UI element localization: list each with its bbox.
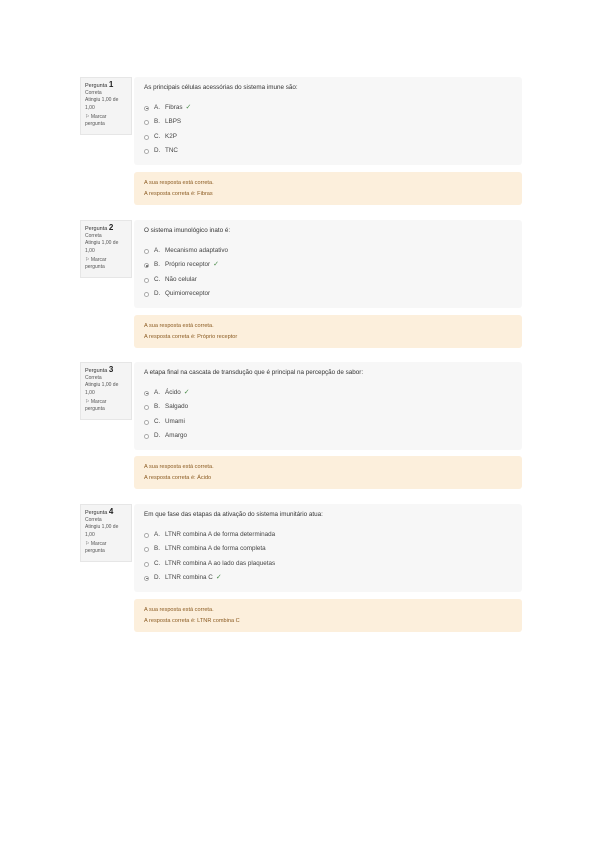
radio-button[interactable]: [144, 391, 149, 396]
answer-option[interactable]: B. Salgado: [144, 400, 512, 414]
answer-option[interactable]: C. Umami: [144, 415, 512, 429]
feedback-box: [134, 456, 522, 489]
feedback-correct-answer: A resposta correta é: Fibras: [144, 190, 213, 197]
feedback-box: [134, 172, 522, 205]
question-content: [134, 362, 522, 450]
question-grade: Atingiu 1,00 de 1,00: [85, 524, 119, 538]
radio-button[interactable]: [144, 405, 149, 410]
question-title: Pergunta 3: [85, 365, 114, 374]
radio-button[interactable]: [144, 249, 149, 254]
feedback-correct-answer: A resposta correta é: Próprio receptor: [144, 333, 238, 340]
feedback-result: A sua resposta está correta.: [144, 323, 214, 329]
question-info: [80, 220, 132, 278]
answer-option[interactable]: A. LTNR combina A de forma determinada: [144, 528, 512, 542]
question-status: Correta: [85, 90, 102, 97]
flag-question-link[interactable]: ⚐ Marcar pergunta: [85, 540, 107, 555]
radio-button[interactable]: [144, 533, 149, 538]
question-text: As principais células acessórias do sistema imune são:: [144, 84, 298, 91]
question-text: Em que fase das etapas da ativação do sistema imunitário atua:: [144, 511, 323, 518]
question-info: [80, 362, 132, 420]
answer-option[interactable]: A. Mecanismo adaptativo: [144, 244, 512, 258]
answer-options: [144, 101, 512, 159]
question-grade: Atingiu 1,00 de 1,00: [85, 97, 119, 111]
radio-button[interactable]: [144, 135, 149, 140]
question-grade: Atingiu 1,00 de 1,00: [85, 240, 119, 254]
answer-options: [144, 386, 512, 444]
answer-options: [144, 244, 512, 302]
answer-option[interactable]: B. LBPS: [144, 115, 512, 129]
feedback-result: A sua resposta está correta.: [144, 180, 214, 186]
answer-option[interactable]: D. Quimiorreceptor: [144, 287, 512, 301]
feedback-result: A sua resposta está correta.: [144, 607, 214, 613]
radio-button[interactable]: [144, 292, 149, 297]
radio-button[interactable]: [144, 263, 149, 268]
radio-button[interactable]: [144, 576, 149, 581]
answer-options: [144, 528, 512, 586]
feedback-box: [134, 599, 522, 632]
radio-button[interactable]: [144, 420, 149, 425]
feedback-result: A sua resposta está correta.: [144, 464, 214, 470]
feedback-box: [134, 315, 522, 348]
question-grade: Atingiu 1,00 de 1,00: [85, 382, 119, 396]
answer-option[interactable]: D. LTNR combina C ✓: [144, 571, 512, 585]
answer-option[interactable]: A. Ácido ✓: [144, 386, 512, 400]
radio-button[interactable]: [144, 278, 149, 283]
question-title: Pergunta 1: [85, 80, 114, 89]
answer-option[interactable]: A. Fibras ✓: [144, 101, 512, 115]
radio-button[interactable]: [144, 120, 149, 125]
answer-option[interactable]: C. Não celular: [144, 273, 512, 287]
radio-button[interactable]: [144, 106, 149, 111]
feedback-correct-answer: A resposta correta é: LTNR combina C: [144, 617, 240, 624]
check-icon: ✓: [215, 574, 222, 582]
question-content: [134, 504, 522, 592]
radio-button[interactable]: [144, 149, 149, 154]
answer-option[interactable]: B. Próprio receptor ✓: [144, 258, 512, 272]
radio-button[interactable]: [144, 562, 149, 567]
flag-question-link[interactable]: ⚐ Marcar pergunta: [85, 398, 107, 413]
radio-button[interactable]: [144, 434, 149, 439]
answer-option[interactable]: B. LTNR combina A de forma completa: [144, 542, 512, 556]
question-text: A etapa final na cascata de transdução que é principal na percepção de sabor:: [144, 369, 364, 376]
question-title: Pergunta 2: [85, 223, 114, 232]
question-content: [134, 220, 522, 308]
question-info: [80, 504, 132, 562]
question-status: Correta: [85, 517, 102, 524]
flag-question-link[interactable]: ⚐ Marcar pergunta: [85, 113, 107, 128]
question-status: Correta: [85, 233, 102, 240]
check-icon: ✓: [183, 389, 190, 396]
question-status: Correta: [85, 375, 102, 382]
check-icon: ✓: [213, 261, 220, 269]
answer-option[interactable]: C. LTNR combina A ao lado das plaquetas: [144, 557, 512, 571]
answer-option[interactable]: D. TNC: [144, 144, 512, 158]
question-info: [80, 77, 132, 135]
answer-option[interactable]: D. Amargo: [144, 429, 512, 443]
answer-option[interactable]: C. K2P: [144, 130, 512, 144]
question-text: O sistema imunológico inato é:: [144, 227, 231, 234]
question-title: Pergunta 4: [85, 507, 114, 516]
radio-button[interactable]: [144, 547, 149, 552]
question-content: [134, 77, 522, 165]
flag-question-link[interactable]: ⚐ Marcar pergunta: [85, 256, 107, 271]
feedback-correct-answer: A resposta correta é: Ácido: [144, 474, 212, 481]
check-icon: ✓: [185, 104, 192, 111]
